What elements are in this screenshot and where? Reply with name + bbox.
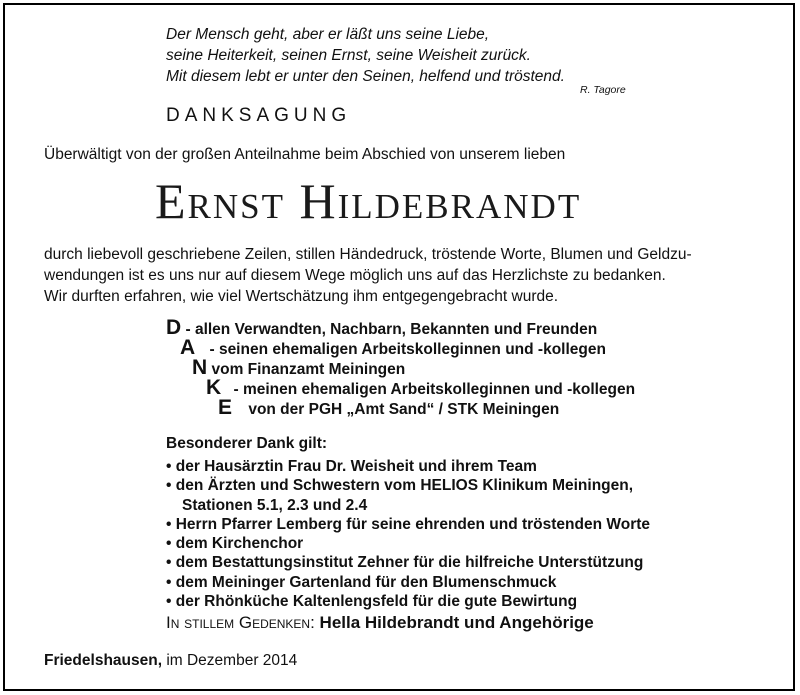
intro-text: Überwältigt von der großen Anteilnahme beim Abschied von unserem lieben [44,146,566,163]
danke-row-e [218,396,559,420]
quote [166,24,565,87]
acrostic-letter: E [218,396,233,419]
danke-text: - allen Verwandten, Nachbarn, Bekannten und Freunden [181,321,598,338]
list-item: • Herrn Pfarrer Lemberg für seine ehrenden und tröstenden Worte [166,515,651,533]
list-item: • den Ärzten und Schwestern vom HELIOS Klinikum Meiningen, [166,477,634,495]
body-line: Wir durften erfahren, wie viel Wertschätzung ihm entgegengebracht wurde. [44,288,559,305]
date: im Dezember 2014 [162,652,298,669]
quote-line: seine Heiterkeit, seinen Ernst, seine Weisheit zurück. [166,47,531,64]
deceased-name: Ernst Hildebrandt [155,173,582,229]
list-item: • dem Meininger Gartenland für den Blumenschmuck [166,573,557,591]
acrostic-letter: D [166,316,182,339]
danke-text: von der PGH „Amt Sand“ / STK Meiningen [244,401,560,418]
quote-line: Der Mensch geht, aber er läßt uns seine Liebe, [166,26,490,43]
mourners: Hella Hildebrandt und Angehörige [314,613,594,632]
place-date [44,652,297,670]
list-item: • dem Kirchenchor [166,535,304,553]
danke-text: vom Finanzamt Meiningen [207,361,406,378]
body-text [44,244,692,307]
quote-line: Mit diesem lebt er unter den Seinen, helfend und tröstend. [166,68,565,85]
quote-author: R. Tagore [580,84,626,96]
list-item: • dem Bestattungsinstitut Zehner für die hilfreiche Unterstützung [166,554,644,572]
heading: DANKSAGUNG [166,105,352,126]
closing-line [166,613,594,633]
list-item: • der Hausärztin Frau Dr. Weisheit und ihrem Team [166,458,537,475]
list-item-continuation: Stationen 5.1, 2.3 und 2.4 [182,496,368,514]
special-thanks-heading: Besonderer Dank gilt: [166,435,328,452]
acrostic-letter: N [192,356,208,379]
place: Friedelshausen, [44,652,163,669]
acrostic-letter: A [180,336,196,359]
special-thanks-list [166,457,650,611]
list-item: • der Rhönküche Kaltenlengsfeld für die gute Bewirtung [166,593,578,611]
body-line: wendungen ist es uns nur auf diesem Wege möglich uns auf das Herzlichste zu bedanken. [44,267,666,284]
acrostic-letter: K [206,376,222,399]
body-line: durch liebevoll geschriebene Zeilen, stillen Händedruck, tröstende Worte, Blumen und Geldzu- [44,246,692,263]
danke-text: - meinen ehemaligen Arbeitskolleginnen und -kollegen [229,381,636,398]
closing-prefix: In stillem Gedenken: [166,613,315,632]
danke-text: - seinen ehemaligen Arbeitskolleginnen und -kollegen [205,341,606,358]
